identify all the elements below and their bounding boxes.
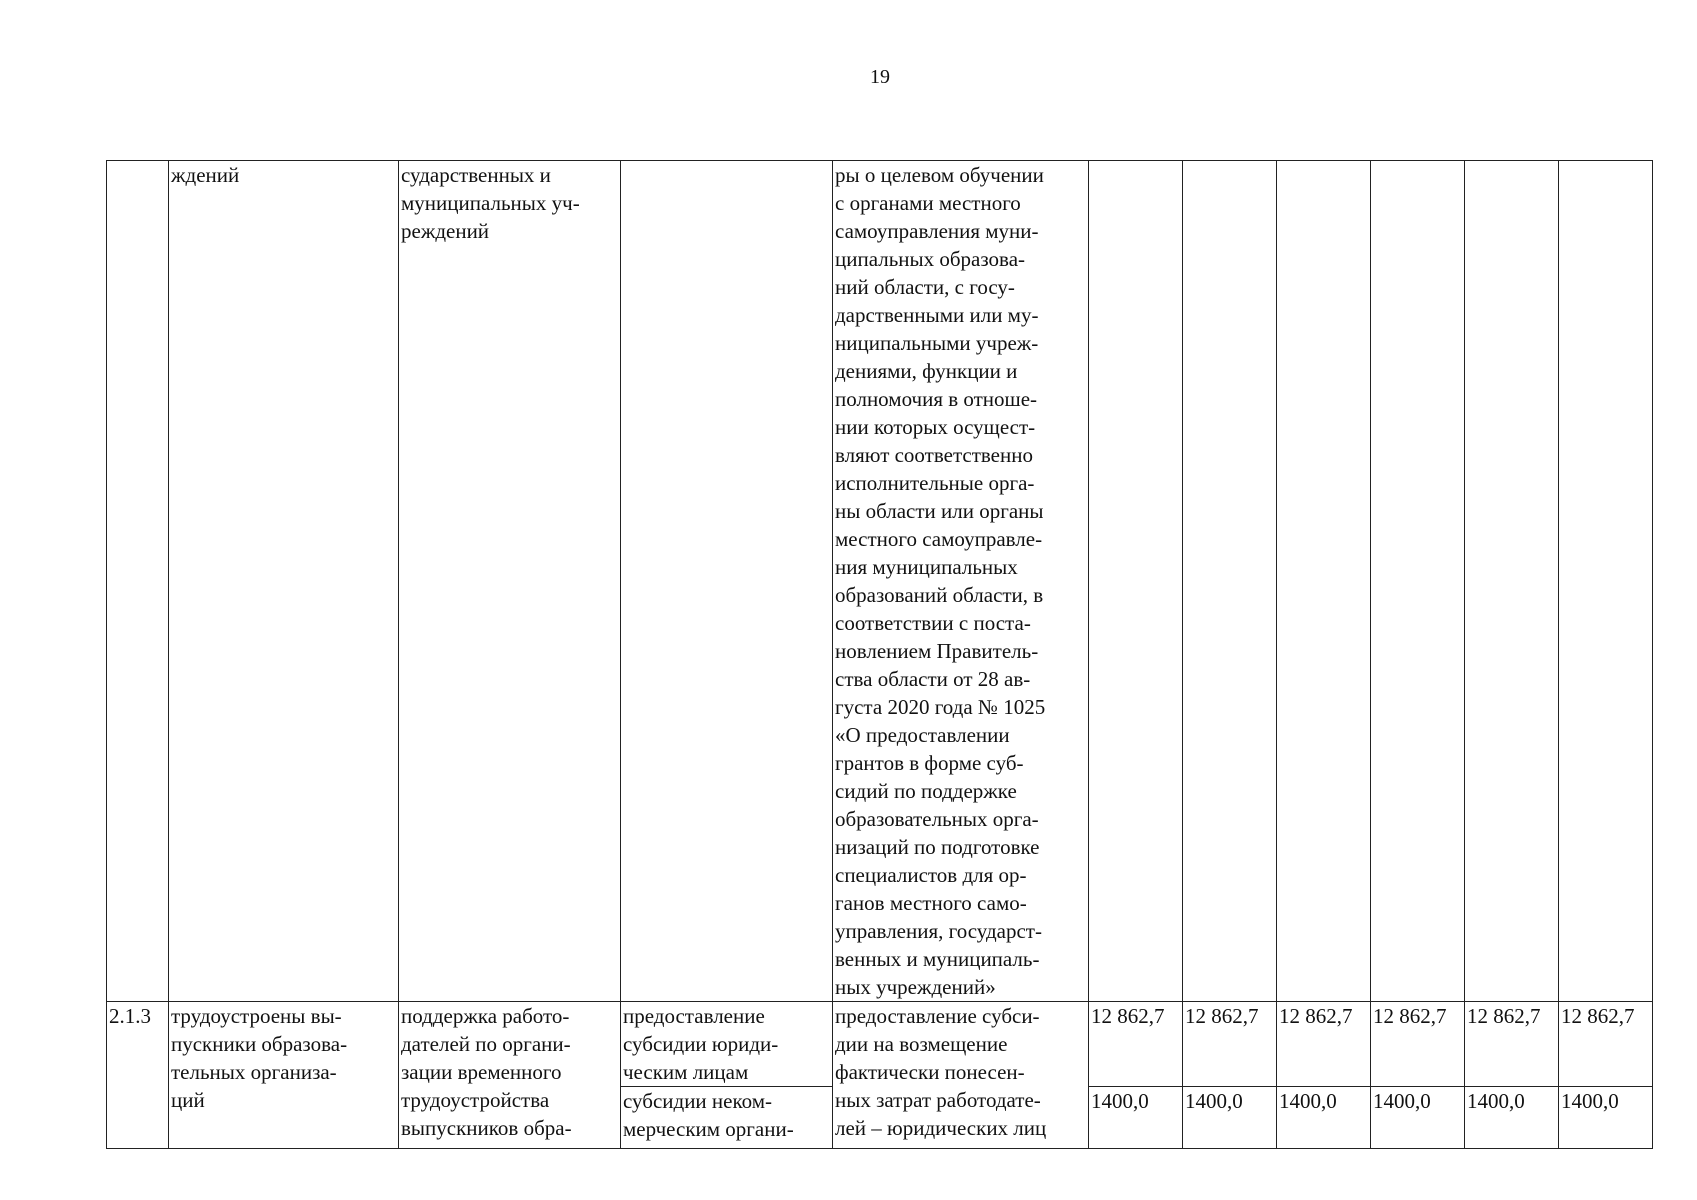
text-line: тельных организа- [171,1060,337,1084]
text-line: ниципальными учреж- [835,331,1039,355]
program-table [106,160,1653,1149]
cell-result [169,1002,399,1149]
text-line: соответствии с поста- [835,611,1031,635]
text-line: густа 2020 года № 1025 [835,695,1046,719]
text-line: образовательных орга- [835,807,1039,831]
measure-text [401,161,616,245]
description-text [835,1002,1084,1142]
text-line: ждений [171,163,240,187]
text-line: сидий по поддержке [835,779,1017,803]
text-line: ганов местного само- [835,891,1027,915]
cell-form [621,161,833,1002]
text-line: управления, государст- [835,919,1042,943]
text-line: субсидии неком- [623,1089,772,1113]
cell-measure [399,1002,621,1149]
continuation-row [107,161,1653,1002]
text-line: местного самоуправле- [835,527,1043,551]
cell-year-value: 1400,0 [1277,1087,1371,1149]
text-line: полномочия в отноше- [835,387,1038,411]
text-line: ства области от 28 ав- [835,667,1031,691]
text-line: грантов в форме суб- [835,751,1024,775]
text-line: поддержка работо- [401,1004,570,1028]
text-line: пускники образова- [171,1032,348,1056]
text-line: специалистов для ор- [835,863,1027,887]
text-line: муниципальных уч- [401,191,580,215]
cell-year-value [1089,161,1183,1002]
cell-year-value: 1400,0 [1371,1087,1465,1149]
text-line: трудоустройства [401,1088,550,1112]
cell-year-value: 12 862,7 [1371,1002,1465,1087]
text-line: ческим лицам [623,1060,749,1084]
cell-number: 2.1.3 [107,1002,169,1149]
cell-year-value: 1400,0 [1559,1087,1653,1149]
text-line: нии которых осущест- [835,415,1036,439]
cell-year-value: 12 862,7 [1465,1002,1559,1087]
text-line: сударственных и [401,163,551,187]
text-line: дарственными или му- [835,303,1039,327]
text-line: зации временного [401,1060,562,1084]
text-line: выпускников обра- [401,1116,572,1140]
text-line: «О предоставлении [835,723,1010,747]
cell-year-value: 12 862,7 [1089,1002,1183,1087]
measure-text [401,1002,616,1142]
cell-year-value [1465,161,1559,1002]
result-text [171,161,394,189]
cell-year-value: 1400,0 [1465,1087,1559,1149]
form-text [623,1002,828,1086]
cell-year-value [1559,161,1653,1002]
text-line: венных и муниципаль- [835,947,1040,971]
text-line: фактически понесен- [835,1060,1025,1084]
row-2-1-3-first [107,1002,1653,1087]
text-line: самоуправления муни- [835,219,1039,243]
text-line: субсидии юриди- [623,1032,779,1056]
text-line: вляют соответственно [835,443,1033,467]
text-line: ципальных образова- [835,247,1026,271]
text-line: предоставление субси- [835,1004,1040,1028]
cell-year-value [1371,161,1465,1002]
text-line: ний области, с госу- [835,275,1015,299]
text-line: дии на возмещение [835,1032,1008,1056]
cell-form [621,1087,833,1149]
text-line: ных затрат работодате- [835,1088,1041,1112]
text-line: лей – юридических лиц [835,1116,1047,1140]
cell-year-value: 12 862,7 [1559,1002,1653,1087]
text-line: образований области, в [835,583,1044,607]
cell-measure [399,161,621,1002]
cell-description [833,161,1089,1002]
cell-number [107,161,169,1002]
text-line: предоставление [623,1004,765,1028]
text-line: ных учреждений» [835,975,996,999]
cell-year-value: 12 862,7 [1183,1002,1277,1087]
page-number: 19 [870,66,890,88]
cell-year-value: 1400,0 [1183,1087,1277,1149]
text-line: ны области или органы [835,499,1044,523]
text-line: дателей по органи- [401,1032,571,1056]
text-line: дениями, функции и [835,359,1018,383]
cell-result [169,161,399,1002]
text-line: новлением Правитель- [835,639,1039,663]
form-text [623,1087,828,1143]
result-text [171,1002,394,1114]
cell-year-value: 12 862,7 [1277,1002,1371,1087]
text-line: исполнительные орга- [835,471,1035,495]
text-line: реждений [401,219,490,243]
cell-description [833,1002,1089,1149]
cell-year-value: 1400,0 [1089,1087,1183,1149]
text-line: ния муниципальных [835,555,1018,579]
cell-form [621,1002,833,1087]
text-line: трудоустроены вы- [171,1004,342,1028]
text-line: ций [171,1088,205,1112]
cell-year-value [1183,161,1277,1002]
description-text [835,161,1084,1001]
text-line: ры о целевом обучении [835,163,1044,187]
cell-year-value [1277,161,1371,1002]
text-line: низаций по подготовке [835,835,1040,859]
text-line: мерческим органи- [623,1117,794,1141]
text-line: с органами местного [835,191,1021,215]
